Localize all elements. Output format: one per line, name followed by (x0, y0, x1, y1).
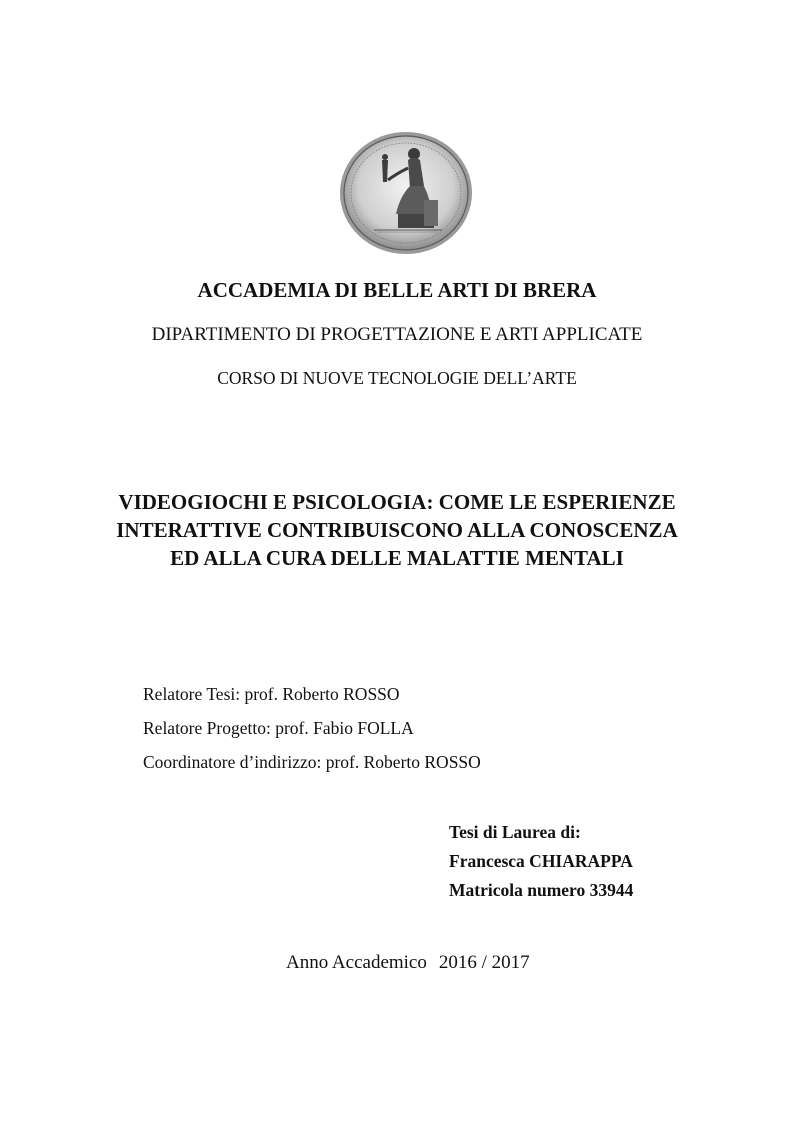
academic-year-label: Anno Accademico (286, 952, 427, 973)
author-name: Francesca CHIARAPPA (449, 851, 633, 871)
thesis-title-line: INTERATTIVE CONTRIBUISCONO ALLA CONOSCENZA (116, 518, 678, 542)
institution-name: ACCADEMIA DI BELLE ARTI DI BRERA (197, 278, 597, 302)
academic-year-value: 2016 / 2017 (438, 952, 530, 973)
thesis-title-line: VIDEOGIOCHI E PSICOLOGIA: COME LE ESPERIENZE (118, 490, 676, 514)
author-block (449, 818, 633, 905)
thesis-title (0, 488, 794, 572)
academic-year (286, 952, 530, 974)
thesis-title-line: ED ALLA CURA DELLE MALATTIE MENTALI (170, 546, 624, 570)
department-name: DIPARTIMENTO DI PROGETTAZIONE E ARTI APPLICATE (151, 324, 643, 345)
author-heading: Tesi di Laurea di: (449, 822, 581, 842)
brera-academy-seal-icon (338, 130, 474, 256)
project-supervisor: Relatore Progetto: prof. Fabio FOLLA (143, 718, 414, 738)
course-name: CORSO DI NUOVE TECNOLOGIE DELL’ARTE (217, 368, 577, 388)
author-matricola: Matricola numero 33944 (449, 880, 634, 900)
coordinator: Coordinatore d’indirizzo: prof. Roberto ROSSO (143, 752, 481, 772)
thesis-supervisor: Relatore Tesi: prof. Roberto ROSSO (143, 684, 400, 704)
